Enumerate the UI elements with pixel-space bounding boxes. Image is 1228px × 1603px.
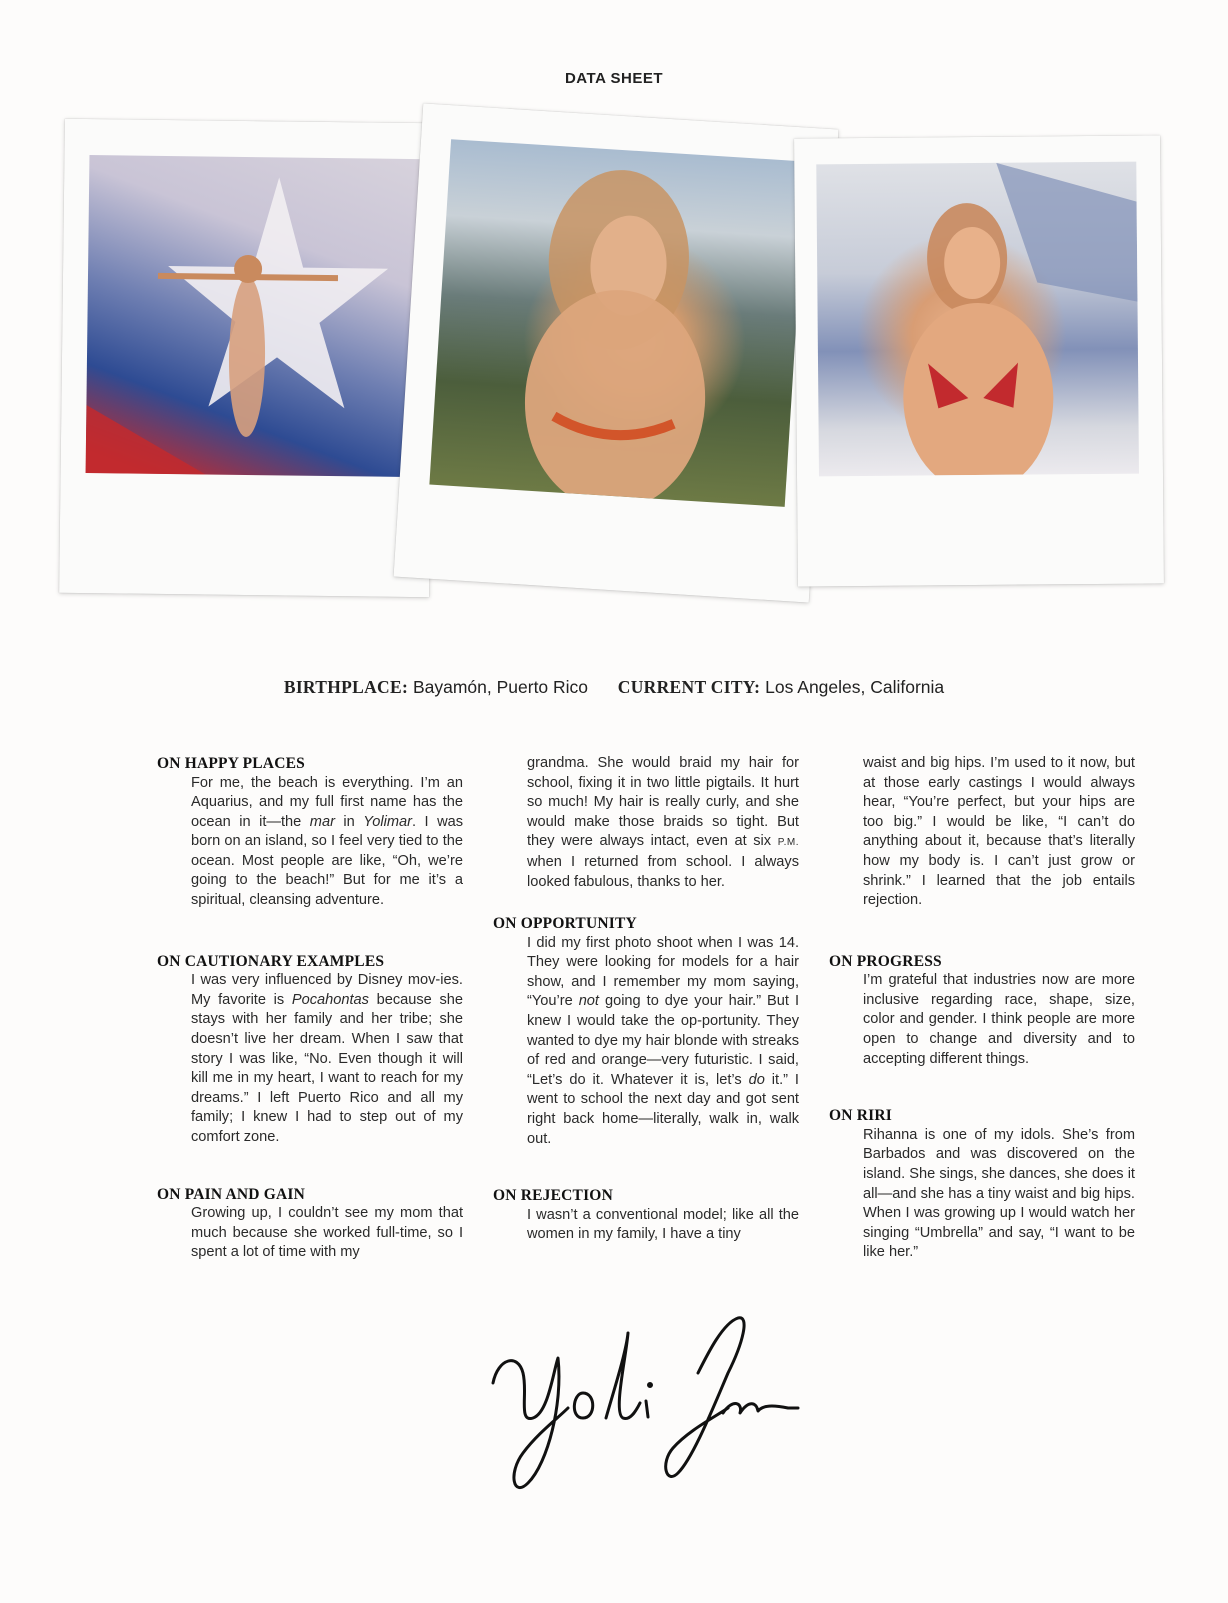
photo-mountain-portrait	[429, 139, 806, 507]
section-body: I’m grateful that industries now are more inclusive regarding race, shape, size, color and gender. I think people are more open to change and diversity and to accepting different things.	[863, 972, 1135, 1067]
birthplace-label: BIRTHPLACE:	[283, 677, 409, 697]
section-body: I was very influenced by Disney mov-ies. My favorite is Pocahontas because she stays with her family and her tribe; she doesn’t live her dream. When I saw that story I was like, “No. Even though it will kill me in my heart, I want to reach for my dreams.” I left Puerto Rico and all my family; I knew I had to step out of my comfort zone.	[191, 972, 463, 1145]
section-heading: ON HAPPY PLACES	[157, 755, 305, 772]
section-body: I did my first photo shoot when I was 14. They were looking for models for a hair show, and I remember my mom saying, “You’re not going to dye your hair.” But I knew I would take the op-portunity. They wanted to dye my hair blonde with streaks of red and orange—very futuristic. I said, “Let’s do it. Whatever it is, let’s do it.” I went to school the next day and got sent right back home—literally, walk in, walk out.	[527, 934, 799, 1147]
current-city-label: CURRENT CITY:	[617, 677, 761, 697]
section-body: For me, the beach is everything. I’m an Aquarius, and my full first name has the ocean in it—the mar in Yolimar. I was born on an island, so I feel very tied to the ocean. Most people are like, “Oh, we’re going to the beach!” But for me it’s a spiritual, cleansing adventure.	[191, 774, 464, 909]
section-heading: ON OPPORTUNITY	[493, 915, 637, 933]
polaroid-photo-2	[394, 103, 839, 602]
text-column-2	[493, 754, 799, 1245]
section-heading: ON PROGRESS	[829, 952, 942, 970]
photo-flag-bikini	[816, 162, 1139, 477]
section-heading: ON PAIN AND GAIN	[157, 1185, 306, 1203]
section-heading: ON REJECTION	[493, 1187, 613, 1205]
birthplace-value: Bayamón, Puerto Rico	[412, 677, 589, 697]
info-line	[0, 677, 1228, 698]
section-body: I wasn’t a conventional model; like all the women in my family, I have a tiny	[527, 1206, 799, 1243]
polaroid-photo-3	[794, 135, 1164, 586]
text-column-3	[829, 754, 1135, 1263]
photo-flag-pose	[86, 155, 420, 477]
section-body: grandma. She would braid my hair for school, fixing it in two little pigtails. It hurt so much! My hair is really curly, and she would make those braids so tight. But they were always intact, even at six P.M. when I returned from school. I always looked fabulous, thanks to her.	[527, 755, 799, 890]
signature	[488, 1313, 808, 1503]
section-heading: ON CAUTIONARY EXAMPLES	[157, 952, 385, 970]
current-city-value: Los Angeles, California	[765, 677, 945, 697]
page-title: DATA SHEET	[564, 70, 664, 87]
section-body: waist and big hips. I’m used to it now, but at those early castings I would always hear, “You’re perfect, but your hips are too big.” I would be like, “I can’t do anything about it, because that’s literally how my body is. I can’t just grow or shrink.” I learned that the job entails rejection.	[863, 755, 1135, 909]
section-body: Growing up, I couldn’t see my mom that much because she worked full-time, so I spent a lot of time with my	[191, 1205, 463, 1261]
polaroid-photo-1	[59, 119, 435, 597]
section-heading: ON RIRI	[829, 1107, 892, 1125]
section-body: Rihanna is one of my idols. She’s from Barbados and was discovered on the island. She sings, she dances, she does it all—and she has a tiny waist and big hips. When I was growing up I would watch her singing “Umbrella” and say, “I want to be like her.”	[863, 1126, 1135, 1261]
bikini-graphic	[816, 162, 1139, 477]
flag-star-graphic	[86, 155, 420, 477]
text-column-1	[157, 754, 463, 1263]
portrait-graphic	[429, 139, 806, 507]
